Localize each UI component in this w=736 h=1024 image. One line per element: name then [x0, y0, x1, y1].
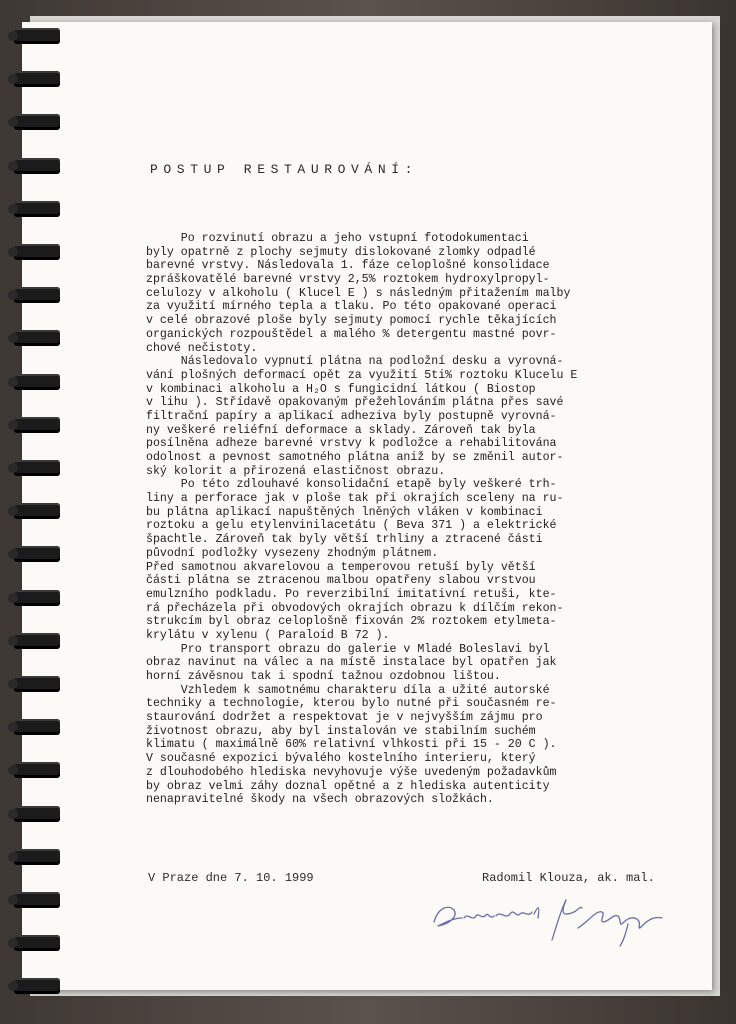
binding-ring	[14, 374, 60, 390]
text-line: části plátna se ztracenou malbou opatřeny slabou vrstvou	[146, 574, 536, 588]
text-line: Následovalo vypnutí plátna na podložní desku a vyrovná-	[146, 355, 564, 369]
text-line: bu plátna aplikací napuštěných lněných vláken v kombinaci	[146, 505, 543, 519]
binding-ring	[14, 244, 60, 260]
binding-ring	[14, 762, 60, 778]
binding-ring	[14, 330, 60, 346]
binding-ring	[14, 590, 60, 606]
place-and-date: V Praze dne 7. 10. 1999	[148, 871, 314, 885]
text-line: techniky a technologie, kterou bylo nutné při současném re-	[146, 697, 557, 711]
text-line: byly opatrně z plochy sejmuty dislokované zlomky odpadlé	[146, 245, 536, 259]
text-line: v celé obrazové ploše byly sejmuty pomocí rychle těkajících	[146, 314, 557, 328]
binding-ring	[14, 158, 60, 174]
binding-ring	[14, 71, 60, 87]
text-line: za využití mírného tepla a tlaku. Po této opakované operaci	[146, 300, 557, 314]
binding-ring	[14, 503, 60, 519]
text-line: barevné vrstvy. Následovala 1. fáze celoplošné konsolidace	[146, 259, 550, 273]
text-line: organických rozpouštědel a malého % detergentu mastné povr-	[146, 327, 557, 341]
text-line: v lihu ). Střídavě opakovaným přežehlováním plátna přes savé	[146, 396, 564, 410]
text-line: nenapravitelné škody na všech obrazových složkách.	[146, 793, 494, 807]
binding-ring	[14, 633, 60, 649]
text-line: Po této zdlouhavé konsolidační etapě byly veškeré trh-	[146, 478, 557, 492]
document-title: POSTUP RESTAUROVÁNÍ:	[150, 162, 419, 177]
binding-ring	[14, 892, 60, 908]
binding-ring	[14, 719, 60, 735]
text-line: vání plošných deformací opět za využití 5ti% roztoku Klucelu E	[146, 368, 578, 382]
text-line: obraz navinut na válec a na místě instalace byl opatřen jak	[146, 656, 557, 670]
text-line: původní podložky vysezeny zhodným plátnem.	[146, 546, 439, 560]
text-line: ny veškeré reliéfní deformace a sklady. Zároveň tak byla	[146, 423, 536, 437]
binding-ring	[14, 287, 60, 303]
text-line: v kombinaci alkoholu a H₂O s fungicidní látkou ( Biostop	[146, 382, 536, 396]
binding-ring	[14, 978, 60, 994]
binding-ring	[14, 417, 60, 433]
binding-ring	[14, 849, 60, 865]
text-line: z dlouhodobého hlediska nevyhovuje výše uvedeným požadavkům	[146, 765, 557, 779]
text-line: Před samotnou akvarelovou a temperovou retuší byly větší	[146, 560, 536, 574]
text-line: roztoku a gelu etylenvinilacetátu ( Beva 371 ) a elektrické	[146, 519, 557, 533]
binding-ring	[14, 201, 60, 217]
binding-ring	[14, 546, 60, 562]
text-line: zpráškovatělé barevné vrstvy 2,5% roztokem hydroxylpropyl-	[146, 273, 550, 287]
text-line: staurování dodržet a respektovat je v nejvyšším zájmu pro	[146, 711, 543, 725]
binding-ring	[14, 28, 60, 44]
text-line: Vzhledem k samotnému charakteru díla a užité autorské	[146, 683, 550, 697]
text-line: ský kolorit a přirozená elastičnost obrazu.	[146, 464, 446, 478]
text-line: V současné expozici bývalého kostelního interieru, který	[146, 752, 536, 766]
binding-ring	[14, 114, 60, 130]
text-line: životnost obrazu, aby byl instalován ve stabilním suchém	[146, 724, 536, 738]
text-line: horní závěsnou tak i spodní tažnou ozdobnou lištou.	[146, 670, 501, 683]
text-line: filtrační papíry a aplikací adheziva byly postupně vyrovná-	[146, 409, 557, 423]
binding-ring	[14, 676, 60, 692]
handwritten-signature	[428, 888, 678, 950]
text-line: klimatu ( maximálně 60% relativní vlhkosti při 15 - 20 C ).	[146, 738, 557, 752]
text-line: Po rozvinutí obrazu a jeho vstupní fotodokumentaci	[146, 232, 529, 245]
binding-ring	[14, 935, 60, 951]
binding-ring	[14, 460, 60, 476]
text-line: strukcím byl obraz celoplošně fixován 2% roztokem etylmeta-	[146, 615, 557, 629]
text-line: posílněna adheze barevné vrstvy k podložce a rehabilitována	[146, 437, 557, 451]
text-line: Pro transport obrazu do galerie v Mladé Boleslavi byl	[146, 642, 550, 656]
text-line: chové nečistoty.	[146, 341, 258, 355]
author-name: Radomil Klouza, ak. mal.	[482, 871, 655, 885]
document-body	[146, 232, 666, 807]
spiral-binding	[0, 20, 64, 1000]
text-line: emulzního podkladu. Po reverzibilní imitativní retuši, kte-	[146, 587, 557, 601]
binding-ring	[14, 806, 60, 822]
text-line: celulozy v alkoholu ( Klucel E ) s následným přitažením malby	[146, 286, 571, 300]
text-line: liny a perforace jak v ploše tak při okrajích sceleny na ru-	[146, 492, 564, 506]
text-line: by obraz velmi záhy doznal opětné a z hlediska autenticity	[146, 779, 550, 793]
text-line: odolnost a pevnost samotného plátna aniž by se změnil autor-	[146, 451, 564, 464]
text-line: rá přecházela při obvodových okrajích obrazu k dílčím rekon-	[146, 601, 564, 615]
text-line: krylátu v xylenu ( Paraloid B 72 ).	[146, 628, 390, 642]
text-line: špachtle. Zároveň tak byly větší trhliny a ztracené části	[146, 533, 543, 547]
